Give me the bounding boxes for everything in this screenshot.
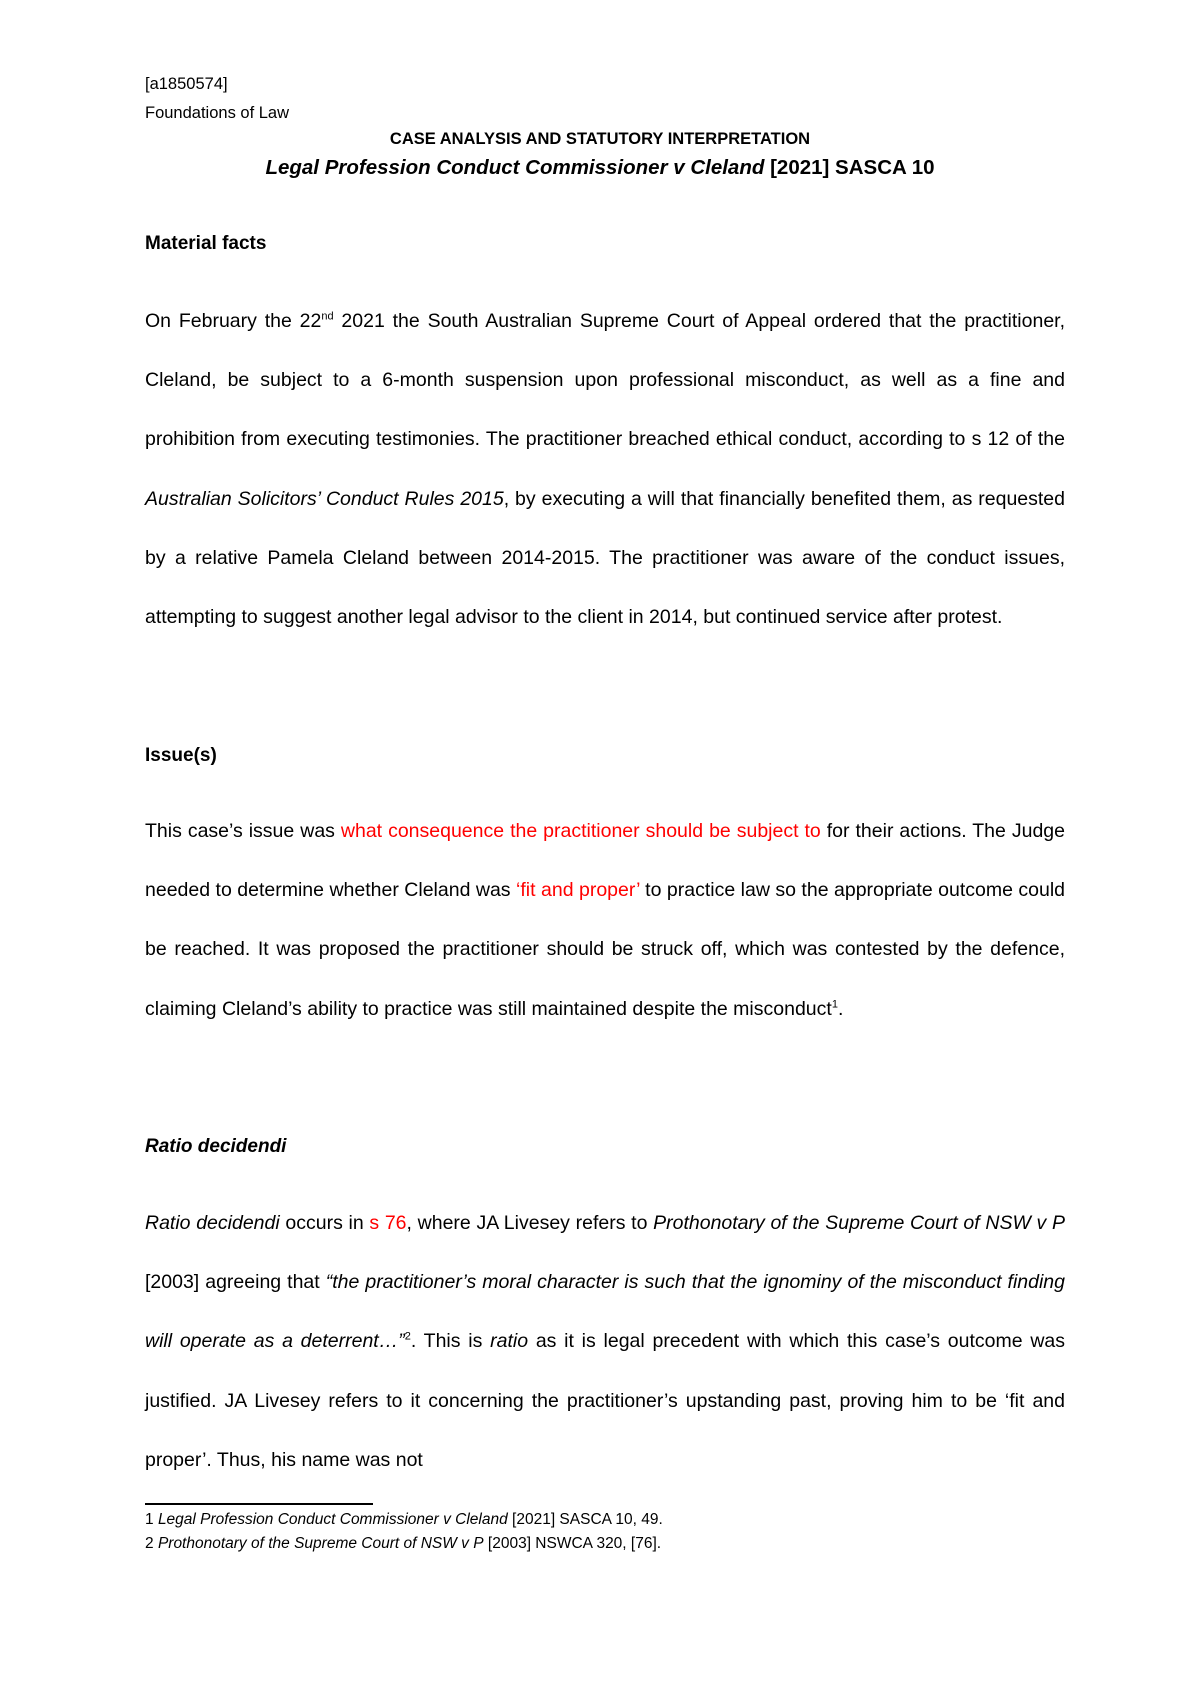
- text-span: On February the 22: [145, 310, 322, 332]
- footnote-number: 1: [145, 1511, 154, 1528]
- text-span: to practice law so the appropriate outcome could be reached. It was proposed the practitioner should be struck off, which was contested by the defence, claiming Cleland’s ability to practice was still maintained despite the misconduct: [145, 879, 1065, 1020]
- text-span: Ratio decidendi: [145, 1212, 280, 1234]
- material-facts-heading: Material facts: [145, 233, 267, 254]
- case-citation: [2021] SASCA 10: [770, 156, 935, 179]
- case-reference: Prothonotary of the Supreme Court of NSW v P: [653, 1212, 1065, 1234]
- footnote-ref-1: 1: [831, 998, 838, 1011]
- text-span: [2003] agreeing that: [145, 1271, 326, 1294]
- issues-heading: Issue(s): [145, 745, 217, 766]
- text-span: as it is legal precedent with which this case’s outcome was justified. JA Livesey refers to it concerning the practitioner’s upstanding past, proving him to be ‘fit and proper’. Thus, his name was not: [145, 1330, 1066, 1471]
- text-span: This case’s issue was: [145, 820, 341, 842]
- document-title: CASE ANALYSIS AND STATUTORY INTERPRETATION: [389, 130, 811, 148]
- footnote-citation: [2021] SASCA 10, 49.: [507, 1511, 663, 1528]
- highlighted-section: s 76: [369, 1212, 407, 1234]
- case-title: [0, 156, 1200, 180]
- case-name: Legal Profession Conduct Commissioner v Cleland: [265, 156, 765, 179]
- footnote-2: [145, 1533, 661, 1555]
- text-span: ratio: [490, 1330, 529, 1353]
- footnote-case: Prothonotary of the Supreme Court of NSW v P: [157, 1535, 484, 1552]
- highlighted-phrase: ‘fit and proper’: [516, 879, 640, 902]
- student-id: [a1850574]: [145, 75, 228, 93]
- text-span: , by executing a will that financially benefited them, as requested by a relative Pamela Cleland between 2014-2015. The practitioner was aware of the conduct issues, attempting to suggest another legal advisor to the client in 2014, but continued service after protest.: [145, 487, 1066, 629]
- text-span: 2021 the South Australian Supreme Court of Appeal ordered that the practitioner, Cleland, be subject to a 6-month suspension upon professional misconduct, as well as a fine and prohibition from executing testimonies. The practitioner breached ethical conduct, according to s 12 of the: [145, 310, 1066, 451]
- course-name: Foundations of Law: [145, 104, 290, 122]
- text-span: for their actions. The Judge needed to determine whether Cleland was: [145, 820, 1065, 902]
- text-span: .: [837, 997, 844, 1020]
- footnote-number: 2: [145, 1535, 154, 1552]
- ratio-heading: Ratio decidendi: [145, 1136, 287, 1157]
- text-span: . This is: [410, 1330, 491, 1353]
- ratio-paragraph: [145, 1194, 1065, 1490]
- footnote-1: [145, 1509, 663, 1531]
- highlighted-issue: what consequence the practitioner should be subject to: [340, 820, 821, 842]
- footnote-divider: [145, 1503, 373, 1505]
- text-span: , where JA Livesey refers to: [406, 1212, 654, 1234]
- footnote-case: Legal Profession Conduct Commissioner v Cleland: [157, 1511, 508, 1528]
- footnote-ref-2: 2: [404, 1330, 411, 1343]
- footnote-citation: [2003] NSWCA 320, [76].: [483, 1535, 662, 1552]
- issues-paragraph: [145, 802, 1065, 1039]
- quotation: “the practitioner’s moral character is such that the ignominy of the misconduct finding will operate as a deterrent…”: [145, 1271, 1065, 1353]
- material-facts-paragraph: [145, 292, 1065, 647]
- ordinal-suffix: nd: [321, 310, 334, 323]
- text-span: occurs in: [279, 1212, 370, 1234]
- legislation-title: Australian Solicitors’ Conduct Rules 2015: [145, 487, 504, 510]
